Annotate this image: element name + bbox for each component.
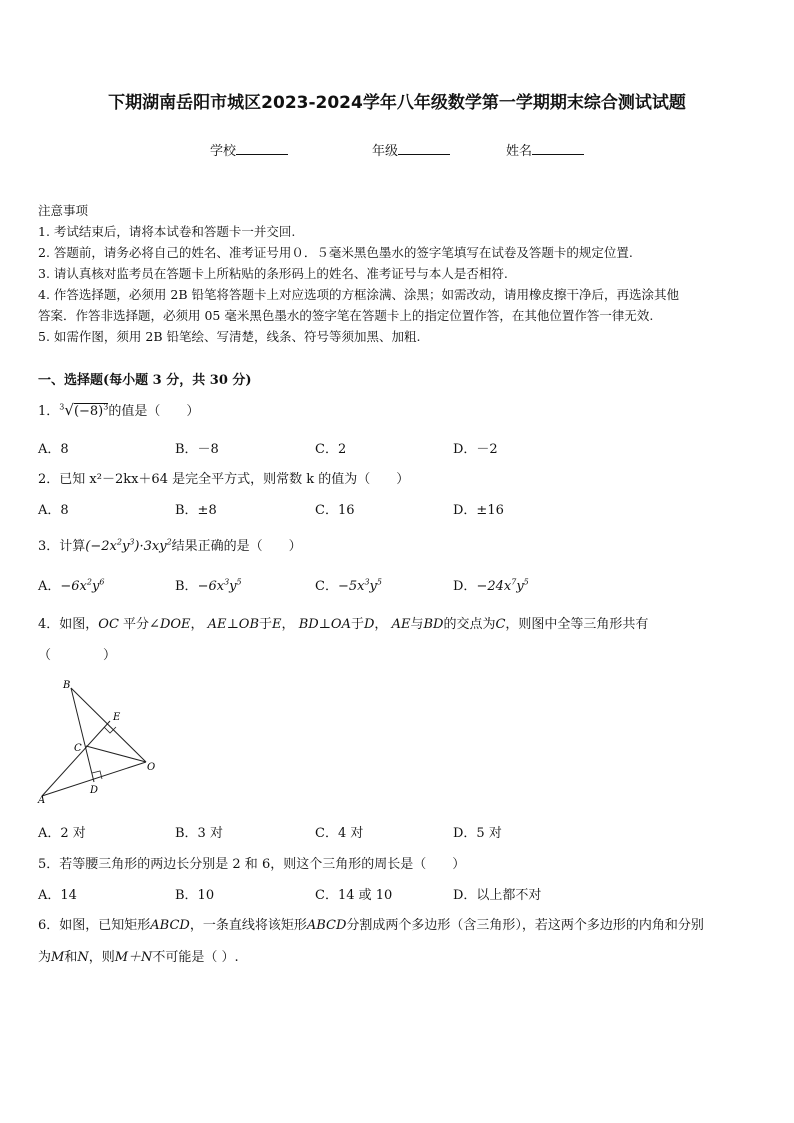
- q3-option-a[interactable]: A．$-6x^2y^6$: [38, 577, 105, 594]
- notice-item: 2. 答题前，请务必将自己的姓名、准考证号用０．５毫米黑色墨水的签字笔填写在试卷及答题卡的规定位置.: [38, 245, 633, 260]
- cube-root-expression: $^3√(-8)^3$: [59, 401, 109, 419]
- grade-blank[interactable]: [398, 142, 450, 155]
- segment-BD: [71, 688, 94, 782]
- label-C: C: [74, 743, 82, 754]
- q5-option-b[interactable]: B．10: [175, 888, 215, 903]
- q3-expression: $(-2x^2y^3)\cdot 3xy^2$: [85, 537, 172, 554]
- grade-field[interactable]: [372, 140, 450, 159]
- q1-option-c[interactable]: C．2: [315, 442, 347, 457]
- question-3: 3．计算$(-2x^2y^3)\cdot 3xy^2$结果正确的是（ ）: [38, 537, 302, 554]
- segment-OC: [86, 746, 146, 762]
- q4-option-a[interactable]: A．2 对: [38, 826, 86, 841]
- q3-option-c[interactable]: C．$-5x^3y^5$: [315, 577, 382, 594]
- q5-option-a[interactable]: A．14: [38, 888, 77, 903]
- notice-item: 4. 作答选择题，必须用 2B 铅笔将答题卡上对应选项的方框涂满、涂黑；如需改动，请用橡皮擦干净后，再选涂其他: [38, 287, 679, 302]
- q1-option-a[interactable]: A．8: [38, 442, 69, 457]
- notice-item: 5. 如需作图，须用 2B 铅笔绘、写清楚，线条、符号等须加黑、加粗.: [38, 329, 421, 344]
- notice-heading: 注意事项: [38, 203, 89, 218]
- notice-item: 1. 考试结束后，请将本试卷和答题卡一并交回.: [38, 224, 296, 239]
- q4-geometry-figure: [34, 676, 164, 806]
- label-B: B: [63, 680, 71, 691]
- q2-option-b[interactable]: B．±8: [175, 503, 217, 518]
- question-2: 2．已知 x²－2kx＋64 是完全平方式，则常数 k 的值为（ ）: [38, 472, 410, 487]
- question-6-line-2: 为M和N，则M＋N不可能是（ ）.: [38, 950, 239, 965]
- name-blank[interactable]: [532, 142, 584, 155]
- section-heading: 一、选择题(每小题 3 分，共 30 分): [38, 373, 252, 388]
- q2-option-c[interactable]: C．16: [315, 503, 355, 518]
- notice-item: 3. 请认真核对监考员在答题卡上所粘贴的条形码上的姓名、准考证号与本人是否相符.: [38, 266, 508, 281]
- q4-option-d[interactable]: D．5 对: [453, 826, 502, 841]
- q1-option-b[interactable]: B．－8: [175, 442, 219, 457]
- school-label: 学校: [210, 144, 237, 159]
- question-4: 4．如图，OC 平分∠DOE， AE⊥OB于E， BD⊥OA于D， AE与BD的交点为C，则图中全等三角形共有: [38, 617, 649, 632]
- q5-option-c[interactable]: C．14 或 10: [315, 888, 393, 903]
- notice-block: [38, 200, 679, 347]
- page-title: 下期湖南岳阳市城区2023-2024学年八年级数学第一学期期末综合测试试题: [108, 93, 686, 113]
- question-1: 1．$^3√(-8)^3$的值是（ ）: [38, 401, 200, 419]
- label-E: E: [113, 712, 121, 723]
- q2-option-a[interactable]: A．8: [38, 503, 69, 518]
- school-field[interactable]: [210, 140, 288, 159]
- label-O: O: [147, 762, 156, 773]
- q2-option-d[interactable]: D．±16: [453, 503, 504, 518]
- name-label: 姓名: [506, 144, 533, 159]
- q4-option-b[interactable]: B．3 对: [175, 826, 223, 841]
- question-5: 5．若等腰三角形的两边长分别是 2 和 6，则这个三角形的周长是（ ）: [38, 857, 466, 872]
- question-6-line-1: 6．如图，已知矩形ABCD，一条直线将该矩形ABCD分割成两个多边形（含三角形），若这两个多边形的内角和分别: [38, 918, 704, 933]
- label-A: A: [38, 795, 46, 806]
- q4-option-c[interactable]: C．4 对: [315, 826, 364, 841]
- grade-label: 年级: [372, 144, 399, 159]
- name-field[interactable]: [506, 140, 584, 159]
- notice-item: 答案．作答非选择题，必须用 05 毫米黑色墨水的签字笔在答题卡上的指定位置作答，在其他位置作答一律无效.: [38, 308, 654, 323]
- label-D: D: [90, 785, 99, 796]
- q5-option-d[interactable]: D．以上都不对: [453, 888, 542, 903]
- q3-option-b[interactable]: B．$-6x^3y^5$: [175, 577, 242, 594]
- q4-answer-paren: （ ）: [38, 648, 117, 663]
- school-blank[interactable]: [236, 142, 288, 155]
- q3-option-d[interactable]: D．$-24x^7y^5$: [453, 577, 529, 594]
- q1-option-d[interactable]: D．－2: [453, 442, 498, 457]
